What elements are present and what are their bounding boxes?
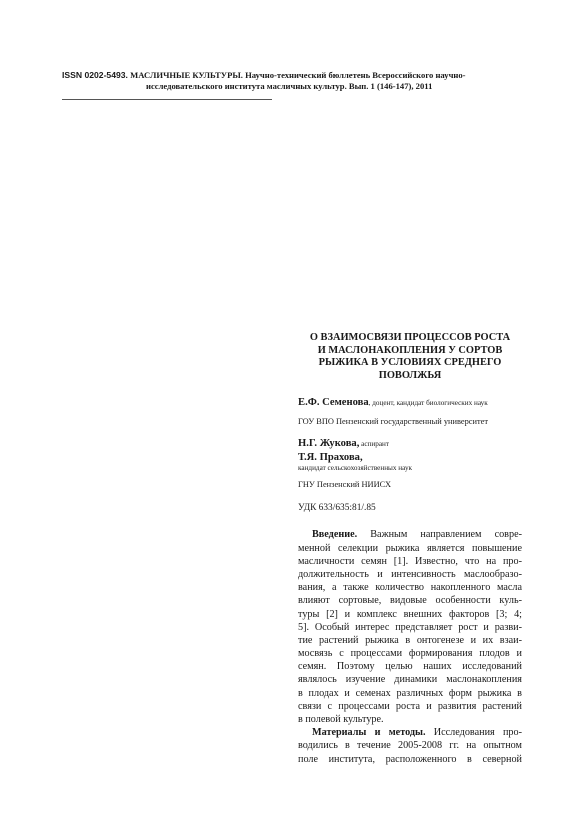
journal-header	[62, 70, 532, 92]
body-line: туры [2] и комплекс внешних факторов [3; 4;	[298, 608, 522, 620]
udk-code: УДК 633/635:81/.85	[298, 503, 376, 514]
title-line: РЫЖИКА В УСЛОВИЯХ СРЕДНЕГО	[318, 357, 502, 369]
body-line: тие растений рыжика в онтогенезе и их взаи-	[298, 634, 522, 646]
affiliation-1: ГОУ ВПО Пензенский государственный университет	[298, 417, 489, 427]
affiliation-2: ГНУ Пензенский НИИСХ	[298, 480, 392, 490]
author-1-name: Е.Ф. Семенова	[298, 397, 369, 409]
body-line: водились в течение 2005-2008 гг. на опытном	[298, 740, 522, 752]
body-line: 5]. Особый интерес представляет рост и разви-	[298, 621, 522, 633]
title-line: О ВЗАИМОСВЯЗИ ПРОЦЕССОВ РОСТА	[309, 332, 511, 343]
body-line: вания, а также количество накопленного масла	[298, 582, 522, 594]
body-line: мосвязь с процессами формирования плодов и	[298, 648, 522, 660]
methods-heading: Материалы и методы.	[312, 727, 426, 739]
body-line: поле института, расположенного в северной	[298, 753, 522, 765]
body-line: менной селекции рыжика является повышение	[298, 542, 522, 554]
body-line: в плодах и семенах различных форм рыжика в	[298, 687, 522, 699]
article-body	[298, 528, 522, 765]
body-line: связи с процессами роста и развития растений	[298, 700, 522, 712]
journal-line-2: исследовательского института масличных культур. Вып. 1 (146-147), 2011	[146, 81, 433, 91]
author-3	[298, 451, 522, 473]
journal-line-1: МАСЛИЧНЫЕ КУЛЬТУРЫ. Научно-технический бюллетень Всероссийского научно-	[130, 70, 466, 80]
issn: ISSN 0202-5493.	[62, 70, 128, 80]
author-1	[298, 396, 522, 410]
body-line: семян. Поэтому целью наших исследований	[298, 661, 522, 673]
author-1-role: , доцент, кандидат биологических наук	[368, 399, 488, 408]
title-line: И МАСЛОНАКОПЛЕНИЯ У СОРТОВ	[317, 344, 503, 356]
title-line: ПОВОЛЖЬЯ	[378, 369, 442, 381]
article-title	[298, 332, 522, 382]
body-line: масличности семян [1]. Известно, что на про-	[298, 555, 522, 567]
body-line: влияют сортовые, видовые особенности куль-	[298, 595, 522, 607]
intro-heading: Введение.	[312, 529, 358, 541]
body-line: Материалы и методы. Исследования про-	[312, 727, 523, 739]
article-column	[298, 332, 522, 766]
author-2-role: аспирант	[359, 440, 390, 449]
author-2-name: Н.Г. Жукова,	[298, 438, 360, 450]
author-2	[298, 437, 522, 451]
body-line: являлось изучение динамики маслонакопления	[298, 674, 522, 686]
author-3-name: Т.Я. Прахова,	[298, 452, 363, 464]
body-line: должительность и интенсивность маслообразо-	[298, 568, 522, 580]
body-line: в полевой культуре.	[298, 714, 384, 725]
header-rule	[62, 99, 272, 100]
author-3-role: кандидат сельскохозяйственных наук	[298, 464, 413, 473]
body-line: Введение. Важным направлением совре-	[312, 529, 522, 541]
